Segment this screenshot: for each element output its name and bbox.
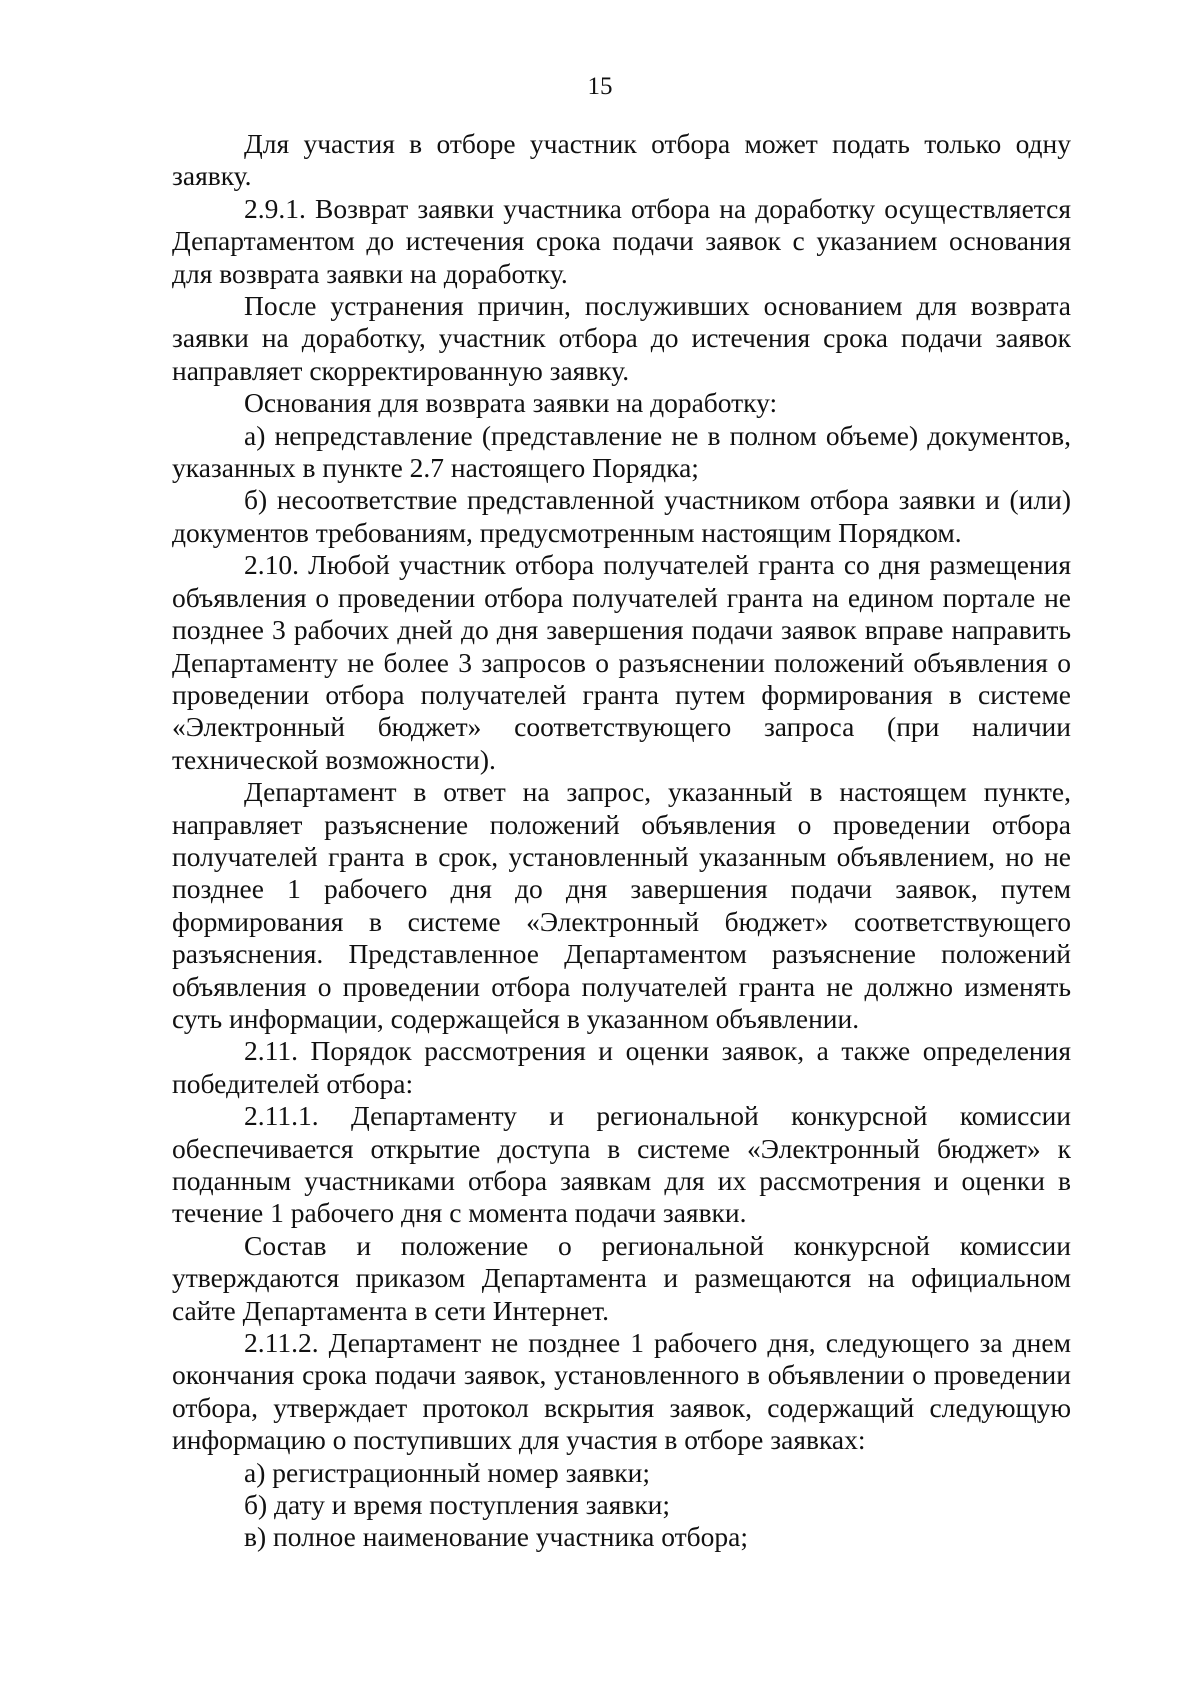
paragraph-7: 2.10. Любой участник отбора получателей гранта со дня размещения объявления о проведении отбора получателей гранта на едином портале не позднее 3 рабочих дней до дня завершения подачи заявок вправе направить Департаменту не более 3 запросов о разъяснении положений объявления о проведении отбора получателей гранта путем формирования в системе «Электронный бюджет» соответствующего запроса (при наличии технической возможности). [172,549,1071,775]
paragraph-8: Департамент в ответ на запрос, указанный в настоящем пункте, направляет разъяснение положений объявления о проведении отбора получателей гранта в срок, установленный указанным объявлением, но не позднее 1 рабочего дня до дня завершения подачи заявок, путем формирования в системе «Электронный бюджет» соответствующего разъяснения. Представленное Департаментом разъяснение положений объявления о проведении отбора получателей гранта не должно изменять суть информации, содержащейся в указанном объявлении. [172,776,1071,1034]
paragraph-10: 2.11.1. Департаменту и региональной конкурсной комиссии обеспечивается открытие доступа в системе «Электронный бюджет» к поданным участниками отбора заявкам для их рассмотрения и оценки в течение 1 рабочего дня с момента подачи заявки. [172,1100,1071,1229]
page-number: 15 [587,73,613,100]
document-body [172,128,1071,1554]
paragraph-12: 2.11.2. Департамент не позднее 1 рабочего дня, следующего за днем окончания срока подачи заявок, установленного в объявлении о проведении отбора, утверждает протокол вскрытия заявок, содержащий следующую информацию о поступивших для участия в отборе заявках: [172,1327,1071,1456]
paragraph-5: а) непредставление (представление не в полном объеме) документов, указанных в пункте 2.7 настоящего Порядка; [172,419,1071,484]
paragraph-15: в) полное наименование участника отбора; [244,1521,748,1553]
paragraph-13: а) регистрационный номер заявки; [244,1456,650,1488]
paragraph-1: Для участия в отборе участник отбора может подать только одну заявку. [172,128,1071,192]
paragraph-6: б) несоответствие представленной участником отбора заявки и (или) документов требованиям, предусмотренным настоящим Порядком. [172,484,1071,548]
paragraph-14: б) дату и время поступления заявки; [244,1489,671,1521]
paragraph-9: 2.11. Порядок рассмотрения и оценки заявок, а также определения победителей отбора: [172,1035,1071,1099]
paragraph-3: После устранения причин, послуживших основанием для возврата заявки на доработку, участник отбора до истечения срока подачи заявок направляет скорректированную заявку. [172,290,1071,386]
paragraph-11: Состав и положение о региональной конкурсной комиссии утверждаются приказом Департамента и размещаются на официальном сайте Департамента в сети Интернет. [172,1229,1071,1326]
paragraph-2: 2.9.1. Возврат заявки участника отбора на доработку осуществляется Департаментом до истечения срока подачи заявок с указанием основания для возврата заявки на доработку. [172,192,1071,289]
paragraph-4: Основания для возврата заявки на доработку: [244,387,778,419]
